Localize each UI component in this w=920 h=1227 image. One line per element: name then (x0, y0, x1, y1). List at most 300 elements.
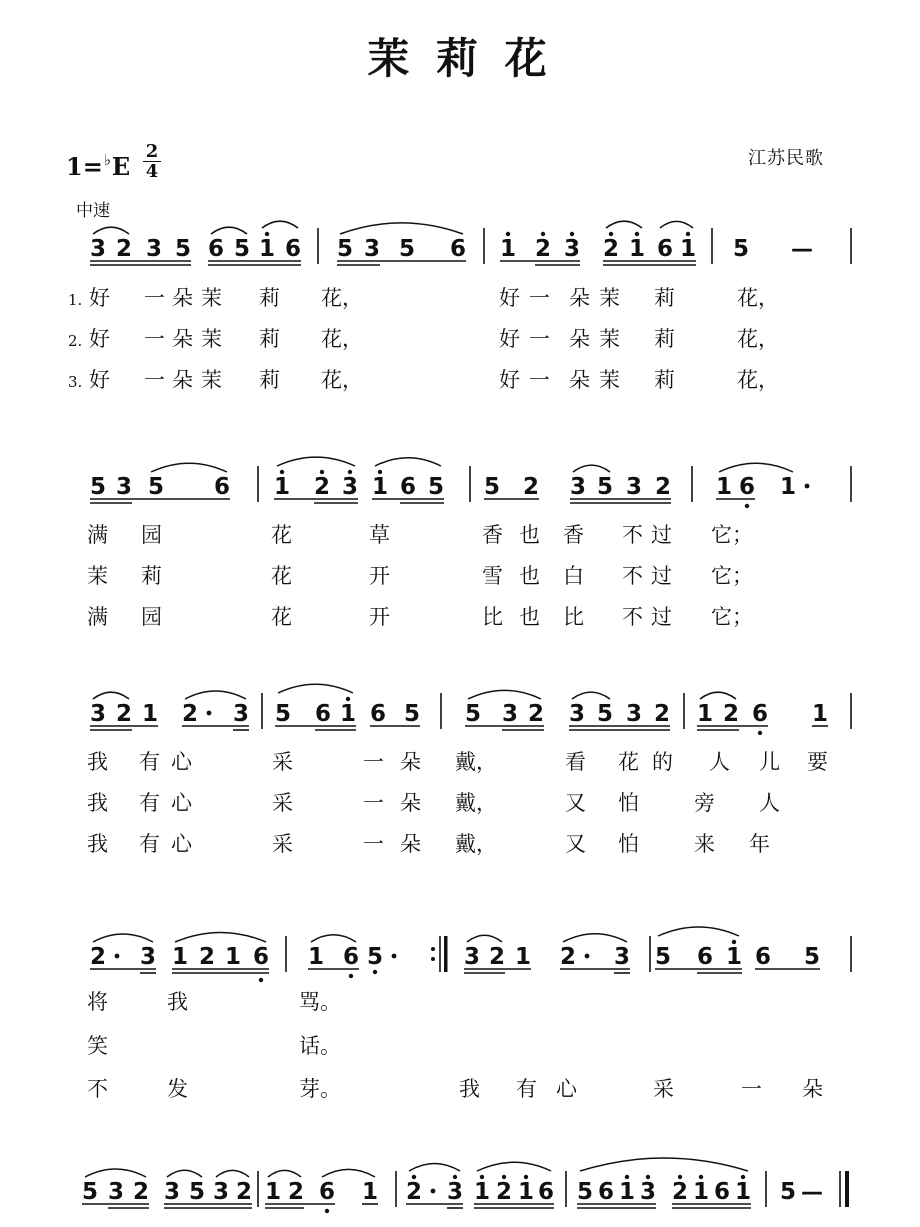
lyric-word: 不 (87, 1077, 108, 1101)
lyric-word: 不 (622, 605, 643, 629)
measure (716, 463, 851, 508)
high-octave-dot (412, 1175, 416, 1179)
high-octave-dot (625, 1175, 629, 1179)
lyric-word: 花 (271, 523, 292, 547)
high-octave-dot (699, 1175, 703, 1179)
slur (477, 1162, 551, 1171)
note: 5 (403, 701, 421, 727)
note: 1 (779, 474, 797, 500)
measure (655, 927, 851, 973)
lyric-word: 朵 (400, 832, 421, 856)
lyric-word: 过 (651, 523, 672, 547)
note: 1 (264, 1179, 282, 1205)
repeat-dot (431, 947, 435, 951)
note: 3 (568, 701, 586, 727)
measure (733, 228, 851, 264)
lyric-word: 我 (87, 832, 108, 856)
key-label: 1= (66, 152, 103, 181)
lyric-word: 话。 (299, 1034, 341, 1058)
high-octave-dot (348, 470, 352, 474)
note: 5 (274, 701, 292, 727)
note: 1 (696, 701, 714, 727)
system-5 (82, 1158, 849, 1213)
slur (467, 935, 502, 942)
high-octave-dot (524, 1175, 528, 1179)
note: 6 (213, 474, 231, 500)
note: 1 (273, 474, 291, 500)
note: 5 (147, 474, 165, 500)
lyric-word: 戴， (455, 832, 497, 856)
measure (90, 221, 318, 265)
note: 1 (628, 236, 646, 262)
lyric-word: 发 (167, 1077, 188, 1101)
lyric-word: 香 (482, 523, 503, 547)
note: 1 (715, 474, 733, 500)
slur (375, 458, 441, 466)
lyric-word: 它； (711, 564, 753, 588)
lyric-word: 一 (363, 750, 384, 774)
note: 1 (517, 1179, 535, 1205)
note: 1 (692, 1179, 710, 1205)
note: 5 (188, 1179, 206, 1205)
time-signature-beats: 2 (143, 142, 161, 162)
augmentation-dot (805, 484, 810, 489)
note: 3 (625, 474, 643, 500)
repeat-end-barline-thick (444, 936, 448, 972)
lyric-line (87, 523, 753, 547)
slur (660, 221, 693, 228)
lyric-word: 也 (519, 605, 540, 629)
high-octave-dot (265, 232, 269, 236)
augmentation-dot (207, 711, 212, 716)
note: 6 (369, 701, 387, 727)
lyric-word: 将 (87, 990, 108, 1014)
note: 5 (174, 236, 192, 262)
lyric-word: 茉 (201, 286, 222, 310)
note: 1 (141, 701, 159, 727)
lyric-word: 朵 (569, 368, 590, 392)
measure (90, 463, 258, 503)
note: 3 (89, 701, 107, 727)
lyric-word: 茉 (599, 327, 620, 351)
note: 6 (284, 236, 302, 262)
lyric-word: 我 (167, 990, 188, 1014)
high-octave-dot (506, 232, 510, 236)
slur (93, 227, 129, 234)
measure (308, 935, 448, 978)
note: 2 (198, 944, 216, 970)
lyric-word: 茉 (201, 327, 222, 351)
slur (211, 227, 247, 234)
lyric-word: 采 (653, 1077, 674, 1101)
note: 2 (722, 701, 740, 727)
note: 5 (654, 944, 672, 970)
measure (337, 223, 484, 265)
lyric-word: 它； (711, 605, 753, 629)
high-octave-dot (346, 697, 350, 701)
lyric-word: 朵 (400, 791, 421, 815)
slur (606, 221, 642, 228)
slur (268, 1170, 301, 1177)
slur (311, 935, 356, 942)
note: 6 (754, 944, 772, 970)
note: 2 (181, 701, 199, 727)
high-octave-dot (609, 232, 613, 236)
note: 1 (361, 1179, 379, 1205)
lyric-word: 心 (171, 832, 192, 856)
slur (185, 691, 246, 699)
measure (90, 932, 286, 982)
note: 1 (258, 236, 276, 262)
lyric-word: 好 (499, 286, 520, 310)
lyric-word: 朵 (802, 1077, 823, 1101)
slur (409, 1163, 460, 1171)
note: 6 (314, 701, 332, 727)
lyric-word: 一 (529, 327, 550, 351)
slur (580, 1158, 748, 1171)
lyric-word: 心 (171, 791, 192, 815)
note: 2 (495, 1179, 513, 1205)
slur (468, 690, 541, 699)
lyric-word: 也 (519, 564, 540, 588)
lyric-word: 不 (622, 523, 643, 547)
final-barline-thick (845, 1171, 849, 1207)
lyric-word: 花， (737, 327, 779, 351)
lyric-word: 园 (141, 523, 162, 547)
lyric-word: 采 (272, 750, 293, 774)
lyric-word: 一 (363, 791, 384, 815)
note: 2 (559, 944, 577, 970)
lyric-line (87, 832, 770, 857)
augmentation-dot (585, 954, 590, 959)
lyric-word: 人 (759, 791, 780, 815)
note: 3 (115, 474, 133, 500)
measure (780, 1171, 849, 1207)
measure (275, 684, 441, 730)
lyric-word: 比 (482, 605, 503, 629)
lyric-word: 好 (499, 368, 520, 392)
note: 1 (307, 944, 325, 970)
note: 1 (371, 474, 389, 500)
note: 6 (696, 944, 714, 970)
sustain-dash: — (791, 237, 813, 262)
song-origin: 江苏民歌 (748, 148, 824, 169)
slur (93, 692, 129, 699)
tempo-marking: 中速 (76, 201, 110, 221)
sustain-dash: — (801, 1180, 823, 1205)
lyric-word: 也 (519, 523, 540, 547)
note: 5 (366, 944, 384, 970)
high-octave-dot (570, 232, 574, 236)
system-2 (87, 457, 851, 629)
note: 5 (596, 474, 614, 500)
high-octave-dot (541, 232, 545, 236)
lyric-word: 花， (321, 368, 363, 392)
note: 1 (473, 1179, 491, 1205)
measure (406, 1162, 566, 1208)
note: 3 (232, 701, 250, 727)
lyric-word: 开 (369, 605, 390, 629)
high-octave-dot (646, 1175, 650, 1179)
augmentation-dot (115, 954, 120, 959)
note: 1 (618, 1179, 636, 1205)
note: 1 (339, 701, 357, 727)
slur (719, 463, 793, 472)
note: 2 (115, 701, 133, 727)
lyric-word: 有 (516, 1077, 537, 1101)
note: 2 (313, 474, 331, 500)
lyric-word: 朵 (569, 327, 590, 351)
augmentation-dot (392, 954, 397, 959)
lyric-word: 比 (563, 605, 584, 629)
lyric-word: 过 (651, 564, 672, 588)
measure (90, 691, 262, 730)
lyric-word: 花， (737, 286, 779, 310)
lyric-word: 茉 (599, 286, 620, 310)
lyric-word: 好 (89, 286, 110, 310)
note: 6 (318, 1179, 336, 1205)
note: 1 (679, 236, 697, 262)
slur (262, 221, 298, 228)
low-octave-dot (745, 504, 749, 508)
low-octave-dot (758, 731, 762, 735)
high-octave-dot (453, 1175, 457, 1179)
verse-number: 1. (68, 291, 83, 309)
note: 2 (287, 1179, 305, 1205)
lyric-word: 我 (87, 750, 108, 774)
lyric-word: 白 (563, 564, 584, 588)
lyric-word: 园 (141, 605, 162, 629)
high-octave-dot (280, 470, 284, 474)
note: 6 (597, 1179, 615, 1205)
note: 3 (341, 474, 359, 500)
lyric-word: 茉 (201, 368, 222, 392)
note: 1 (811, 701, 829, 727)
measure (577, 1158, 766, 1208)
lyric-line (87, 1034, 341, 1058)
lyric-word: 有 (139, 832, 160, 856)
note: 5 (81, 1179, 99, 1205)
lyric-word: 莉 (259, 327, 280, 351)
lyric-word: 采 (272, 791, 293, 815)
lyric-word: 花 (271, 605, 292, 629)
slur (278, 684, 353, 693)
note: 6 (656, 236, 674, 262)
verse-number: 3. (68, 373, 83, 391)
note: 2 (132, 1179, 150, 1205)
measure (484, 465, 692, 503)
note: 6 (342, 944, 360, 970)
note: 5 (576, 1179, 594, 1205)
high-octave-dot (678, 1175, 682, 1179)
note: 3 (446, 1179, 464, 1205)
system-1 (68, 221, 851, 393)
note: 6 (449, 236, 467, 262)
lyric-word: 莉 (654, 286, 675, 310)
lyric-line (87, 750, 828, 775)
repeat-dot (431, 957, 435, 961)
lyric-word: 心 (171, 750, 192, 774)
note: 2 (602, 236, 620, 262)
lyric-word: 莉 (654, 327, 675, 351)
lyric-word: 采 (272, 832, 293, 856)
lyric-word: 一 (529, 286, 550, 310)
note: 5 (336, 236, 354, 262)
note: 3 (145, 236, 163, 262)
slur (322, 1169, 375, 1177)
lyric-word: 笑 (87, 1034, 108, 1058)
slur (573, 465, 610, 472)
note: 2 (488, 944, 506, 970)
lyric-word: 莉 (141, 564, 162, 588)
slur (277, 457, 355, 466)
lyric-word: 心 (556, 1077, 577, 1101)
lyric-word: 一 (529, 368, 550, 392)
lyric-line (68, 286, 779, 311)
lyric-word: 旁 (694, 791, 715, 815)
lyric-word: 莉 (654, 368, 675, 392)
lyric-word: 花 (618, 750, 639, 774)
lyric-word: 满 (87, 605, 108, 629)
slur (572, 692, 610, 699)
verse-number: 2. (68, 332, 83, 350)
high-octave-dot (378, 470, 382, 474)
lyric-word: 一 (144, 286, 165, 310)
lyric-word: 草 (369, 523, 390, 547)
note: 2 (235, 1179, 253, 1205)
slur (563, 934, 627, 942)
note: 2 (527, 701, 545, 727)
low-octave-dot (373, 970, 377, 974)
low-octave-dot (259, 978, 263, 982)
note: 2 (522, 474, 540, 500)
note: 6 (537, 1179, 555, 1205)
lyric-word: 又 (565, 791, 586, 815)
time-signature-unit: 4 (145, 161, 159, 182)
lyric-word: 来 (694, 832, 715, 856)
lyric-word: 我 (459, 1077, 480, 1101)
lyric-word: 戴， (455, 750, 497, 774)
note: 5 (233, 236, 251, 262)
measure (274, 457, 470, 503)
note: 1 (734, 1179, 752, 1205)
note: 2 (654, 474, 672, 500)
note: 6 (713, 1179, 731, 1205)
lyric-word: 戴， (455, 791, 497, 815)
high-octave-dot (635, 232, 639, 236)
measure (82, 1169, 258, 1208)
flat-icon: ♭ (103, 151, 111, 169)
lyric-word: 又 (565, 832, 586, 856)
note: 2 (653, 701, 671, 727)
note: 3 (363, 236, 381, 262)
lyric-line (87, 605, 753, 629)
lyric-word: 一 (144, 368, 165, 392)
note: 1 (725, 944, 743, 970)
note: 3 (89, 236, 107, 262)
note: 2 (405, 1179, 423, 1205)
lyric-word: 开 (369, 564, 390, 588)
lyric-word: 的 (652, 750, 673, 774)
song-title: 茉 莉 花 (367, 34, 553, 83)
lyric-line (87, 791, 780, 816)
lyric-word: 一 (741, 1077, 762, 1101)
lyric-word: 要 (807, 750, 828, 774)
note: 3 (563, 236, 581, 262)
note: 3 (139, 944, 157, 970)
measure (500, 221, 712, 265)
note: 6 (399, 474, 417, 500)
measure (465, 690, 684, 730)
slur (85, 1169, 146, 1177)
note: 3 (613, 944, 631, 970)
low-octave-dot (325, 1209, 329, 1213)
lyric-word: 茉 (599, 368, 620, 392)
slur (167, 1170, 202, 1177)
high-octave-dot (686, 232, 690, 236)
measure (697, 692, 851, 735)
lyric-line (68, 368, 779, 393)
key-tonic: E (111, 152, 131, 181)
lyric-word: 好 (89, 368, 110, 392)
note: 3 (501, 701, 519, 727)
high-octave-dot (732, 940, 736, 944)
note: 2 (534, 236, 552, 262)
augmentation-dot (431, 1189, 436, 1194)
note: 3 (212, 1179, 230, 1205)
note: 5 (398, 236, 416, 262)
note: 3 (107, 1179, 125, 1205)
high-octave-dot (502, 1175, 506, 1179)
note: 6 (751, 701, 769, 727)
low-octave-dot (349, 974, 353, 978)
lyric-word: 朵 (172, 368, 193, 392)
lyric-word: 雪 (482, 564, 503, 588)
note: 2 (89, 944, 107, 970)
note: 1 (514, 944, 532, 970)
lyric-word: 芽。 (299, 1077, 341, 1101)
lyric-word: 它； (711, 523, 753, 547)
lyric-word: 朵 (569, 286, 590, 310)
lyric-word: 花， (321, 286, 363, 310)
lyric-word: 朵 (400, 750, 421, 774)
note: 3 (463, 944, 481, 970)
slur (151, 463, 227, 472)
slur (700, 692, 736, 699)
note: 3 (639, 1179, 657, 1205)
lyric-line (87, 1077, 823, 1101)
note: 5 (779, 1179, 797, 1205)
note: 3 (625, 701, 643, 727)
note: 1 (224, 944, 242, 970)
note: 5 (596, 701, 614, 727)
note: 5 (732, 236, 750, 262)
slur (175, 932, 266, 942)
lyric-word: 有 (139, 750, 160, 774)
lyric-word: 满 (87, 523, 108, 547)
note: 1 (171, 944, 189, 970)
lyric-word: 花， (737, 368, 779, 392)
note: 6 (207, 236, 225, 262)
lyric-word: 不 (622, 564, 643, 588)
note: 2 (671, 1179, 689, 1205)
lyric-line (68, 327, 779, 352)
lyric-word: 我 (87, 791, 108, 815)
lyric-word: 怕 (618, 832, 639, 856)
lyric-word: 有 (139, 791, 160, 815)
note: 2 (115, 236, 133, 262)
lyric-word: 骂。 (299, 990, 341, 1014)
